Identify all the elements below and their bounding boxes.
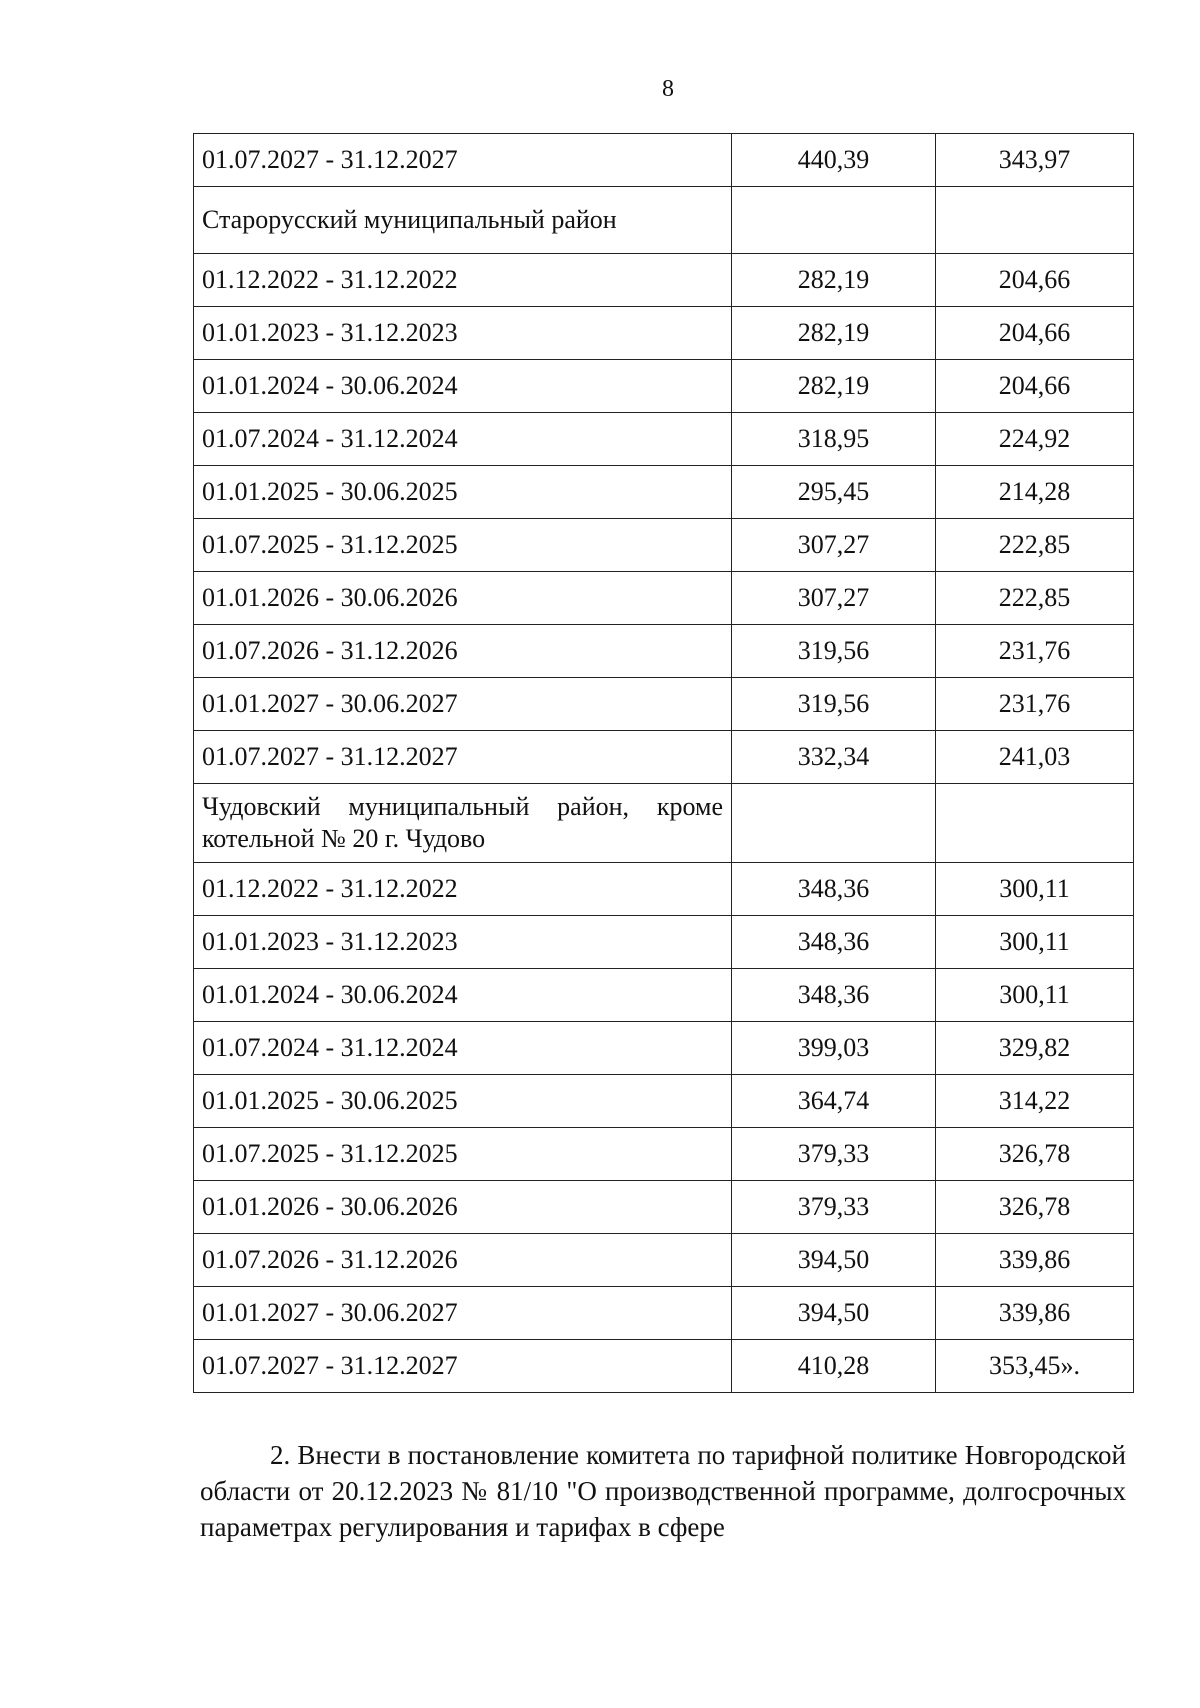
district-empty-cell-2 — [936, 187, 1134, 254]
tariff-table — [193, 133, 1134, 1393]
table-row — [194, 916, 1134, 969]
value-cell-2: 222,85 — [936, 572, 1134, 625]
table-row — [194, 413, 1134, 466]
period-cell: 01.01.2025 - 30.06.2025 — [194, 1075, 732, 1128]
value-cell-1: 379,33 — [732, 1128, 936, 1181]
period-cell: 01.07.2027 - 31.12.2027 — [194, 134, 732, 187]
value-cell-2: 353,45». — [936, 1340, 1134, 1393]
table-row — [194, 1022, 1134, 1075]
table-row — [194, 1340, 1134, 1393]
value-cell-1: 307,27 — [732, 572, 936, 625]
period-cell: 01.07.2024 - 31.12.2024 — [194, 413, 732, 466]
value-cell-1: 440,39 — [732, 134, 936, 187]
value-cell-2: 314,22 — [936, 1075, 1134, 1128]
district-name-cell: Чудовский муниципальный район, кроме котельной № 20 г. Чудово — [194, 784, 732, 863]
value-cell-2: 231,76 — [936, 678, 1134, 731]
value-cell-1: 282,19 — [732, 254, 936, 307]
value-cell-2: 300,11 — [936, 863, 1134, 916]
period-cell: 01.07.2025 - 31.12.2025 — [194, 1128, 732, 1181]
value-cell-1: 295,45 — [732, 466, 936, 519]
table-row — [194, 1075, 1134, 1128]
district-row — [194, 784, 1134, 863]
table-row — [194, 969, 1134, 1022]
table-row — [194, 254, 1134, 307]
period-cell: 01.01.2025 - 30.06.2025 — [194, 466, 732, 519]
value-cell-2: 343,97 — [936, 134, 1134, 187]
period-cell: 01.01.2026 - 30.06.2026 — [194, 1181, 732, 1234]
period-cell: 01.01.2027 - 30.06.2027 — [194, 1287, 732, 1340]
table-row — [194, 307, 1134, 360]
table-row — [194, 678, 1134, 731]
value-cell-2: 224,92 — [936, 413, 1134, 466]
table-row — [194, 134, 1134, 187]
value-cell-1: 307,27 — [732, 519, 936, 572]
value-cell-2: 204,66 — [936, 307, 1134, 360]
table-row — [194, 1128, 1134, 1181]
period-cell: 01.12.2022 - 31.12.2022 — [194, 254, 732, 307]
value-cell-1: 332,34 — [732, 731, 936, 784]
period-cell: 01.07.2027 - 31.12.2027 — [194, 1340, 732, 1393]
value-cell-1: 364,74 — [732, 1075, 936, 1128]
value-cell-2: 300,11 — [936, 916, 1134, 969]
value-cell-1: 282,19 — [732, 360, 936, 413]
value-cell-1: 282,19 — [732, 307, 936, 360]
value-cell-2: 204,66 — [936, 254, 1134, 307]
table-row — [194, 1287, 1134, 1340]
table-row — [194, 1181, 1134, 1234]
table-row — [194, 360, 1134, 413]
district-empty-cell-1 — [732, 187, 936, 254]
district-empty-cell-2 — [936, 784, 1134, 863]
period-cell: 01.12.2022 - 31.12.2022 — [194, 863, 732, 916]
period-cell: 01.07.2027 - 31.12.2027 — [194, 731, 732, 784]
value-cell-1: 319,56 — [732, 625, 936, 678]
district-empty-cell-1 — [732, 784, 936, 863]
period-cell: 01.01.2024 - 30.06.2024 — [194, 969, 732, 1022]
period-cell: 01.01.2023 - 31.12.2023 — [194, 916, 732, 969]
value-cell-1: 318,95 — [732, 413, 936, 466]
value-cell-2: 231,76 — [936, 625, 1134, 678]
period-cell: 01.01.2024 - 30.06.2024 — [194, 360, 732, 413]
value-cell-2: 300,11 — [936, 969, 1134, 1022]
value-cell-1: 348,36 — [732, 863, 936, 916]
value-cell-1: 394,50 — [732, 1287, 936, 1340]
table-row — [194, 519, 1134, 572]
period-cell: 01.07.2024 - 31.12.2024 — [194, 1022, 732, 1075]
period-cell: 01.07.2026 - 31.12.2026 — [194, 1234, 732, 1287]
value-cell-1: 348,36 — [732, 969, 936, 1022]
period-cell: 01.01.2026 - 30.06.2026 — [194, 572, 732, 625]
table-row — [194, 1234, 1134, 1287]
value-cell-1: 379,33 — [732, 1181, 936, 1234]
period-cell: 01.01.2023 - 31.12.2023 — [194, 307, 732, 360]
tariff-table-body — [194, 134, 1134, 1393]
table-row — [194, 466, 1134, 519]
value-cell-2: 339,86 — [936, 1287, 1134, 1340]
table-row — [194, 625, 1134, 678]
district-name-cell: Старорусский муниципальный район — [194, 187, 732, 254]
value-cell-2: 326,78 — [936, 1128, 1134, 1181]
value-cell-2: 241,03 — [936, 731, 1134, 784]
value-cell-2: 222,85 — [936, 519, 1134, 572]
table-row — [194, 572, 1134, 625]
value-cell-1: 319,56 — [732, 678, 936, 731]
amendment-paragraph: 2. Внести в постановление комитета по тарифной политике Новгородской области от 20.12.2023 № 81/10 "О производственной программе, долгосрочных параметрах регулирования и тарифах в сфере — [200, 1440, 1126, 1542]
value-cell-2: 339,86 — [936, 1234, 1134, 1287]
page-number: 8 — [662, 76, 674, 102]
value-cell-1: 348,36 — [732, 916, 936, 969]
value-cell-1: 410,28 — [732, 1340, 936, 1393]
period-cell: 01.01.2027 - 30.06.2027 — [194, 678, 732, 731]
value-cell-2: 204,66 — [936, 360, 1134, 413]
value-cell-1: 399,03 — [732, 1022, 936, 1075]
value-cell-2: 214,28 — [936, 466, 1134, 519]
district-row — [194, 187, 1134, 254]
value-cell-2: 329,82 — [936, 1022, 1134, 1075]
value-cell-2: 326,78 — [936, 1181, 1134, 1234]
period-cell: 01.07.2026 - 31.12.2026 — [194, 625, 732, 678]
table-row — [194, 731, 1134, 784]
table-row — [194, 863, 1134, 916]
value-cell-1: 394,50 — [732, 1234, 936, 1287]
period-cell: 01.07.2025 - 31.12.2025 — [194, 519, 732, 572]
